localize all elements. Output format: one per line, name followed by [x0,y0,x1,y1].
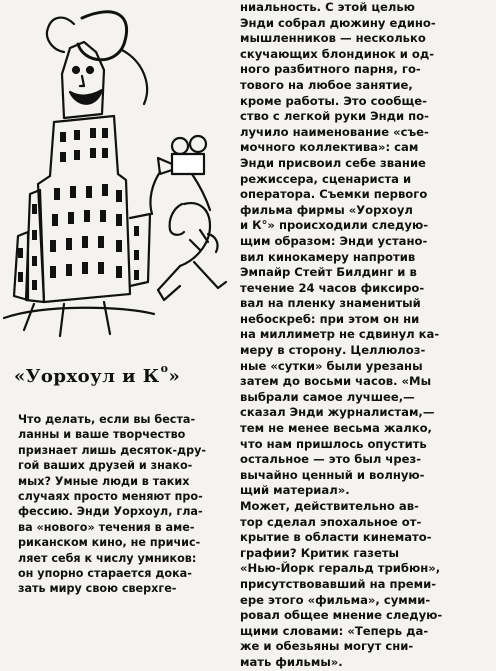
headline-text: «Уорхоул и К [14,366,160,387]
article-headline [14,362,234,387]
cartoon-illustration [4,4,236,354]
article-column-left [18,412,234,597]
headline-superscript: о [160,362,169,375]
headline-close-quote: » [168,366,181,387]
left-column-text: Что делать, если вы беста- ланны и ваше творчество признает лишь десяток-дру- гой ваших друзей и знако- мых? Умные люди в таких случаях просто меняют про- фессию. Энди Уорхоул, гла- ва «нового» течения в аме- риканском кино, не причис- ляет себя к числу умников: он упорно старается дока- зать миру свою сверхге- [18,413,207,596]
article-column-right [240,0,486,669]
right-column-text: ниальность. С этой целью Энди собрал дюжину едино- мышленников — несколько скучающих блондинок и од- ного разбитного парня, го- тового на любое занятие, кроме работы. Это сообще- ство с легкой руки Энди по- лучило наименование «съе- мочного коллектива»: сам Энди присвоил себе звание режиссера, сценариста и оператора. Съемки первого фильма фирмы «Уорхоул и К°» происходили следую- щим образом: Энди устано- вил кинокамеру напротив Эмпайр Стейт Билдинг и в течение 24 часов фиксиро- вал на пленку знаменитый небоскреб: при этом он ни на миллиметр не сдвинул ка- меру в сторону. Целлюлоз- ные «сутки» были урезаны затем до восьми часов. «Мы выбрали самое лучшее,— сказал Энди журналистам,— тем не менее весьма жалко, что нам пришлось опустить остальное — это был чрез- вычайно ценный и волную- щий материал». Может, действительно ав- тор сделал эпохальное от- крытие в области кинемато- графии? Критик газеты «Нью-Йорк геральд трибюн», присутствовавший на преми- ере этого «фильма», сумми- ровал общее мнение следую- щими словами: «Теперь да- же и обезьяны могут сни- мать фильмы». [240,0,443,669]
